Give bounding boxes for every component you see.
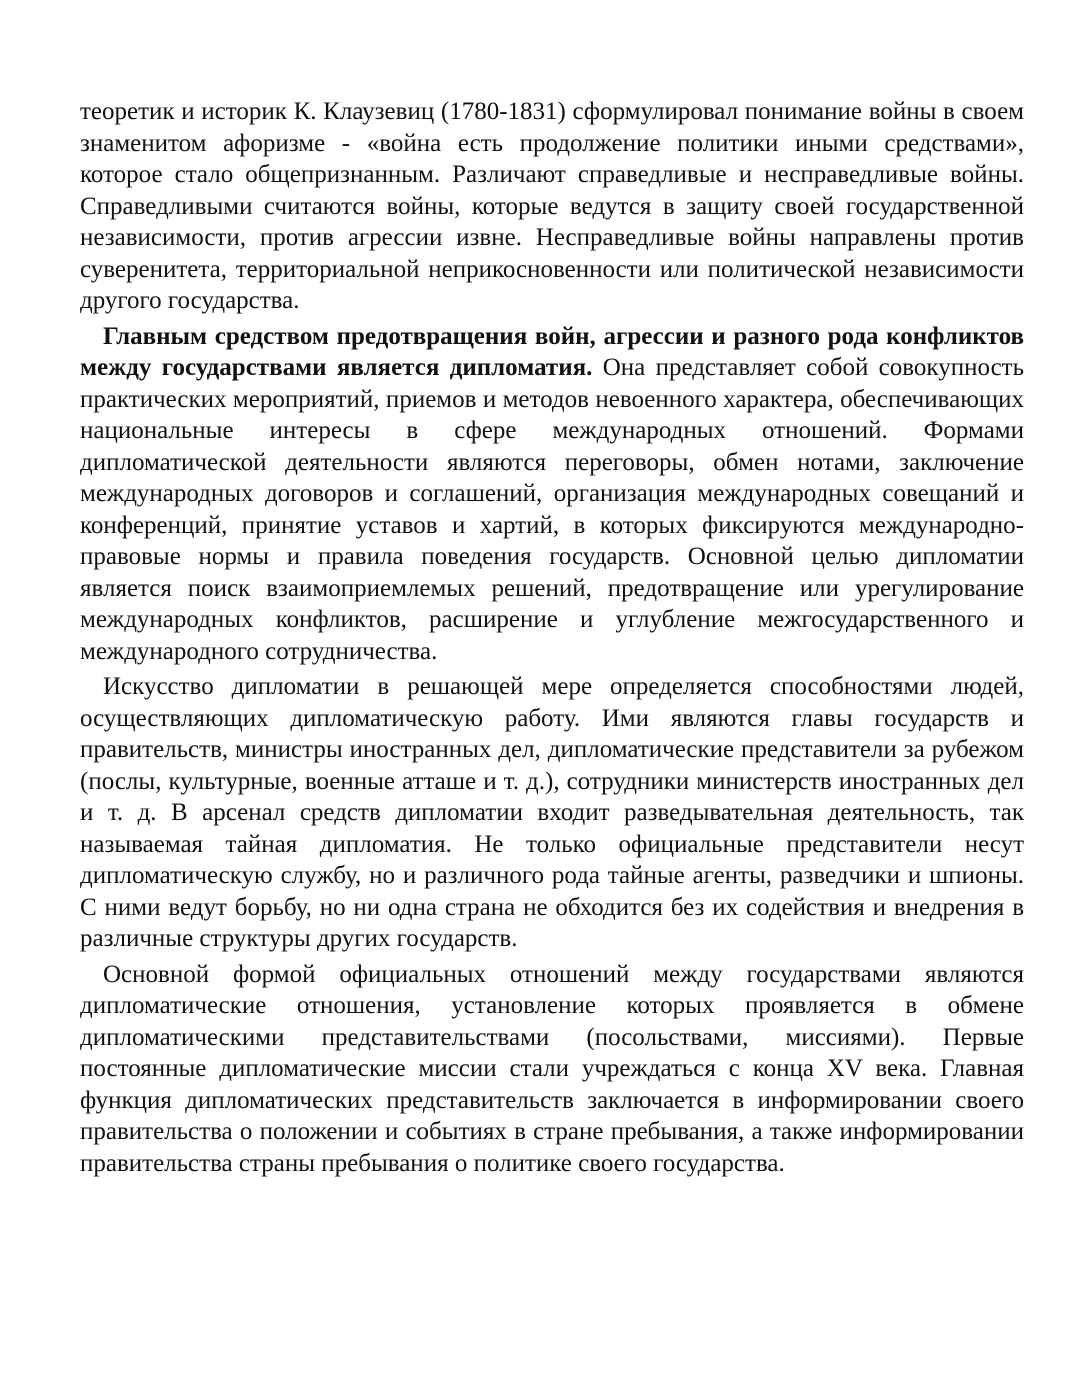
paragraph-2	[80, 321, 1024, 668]
paragraph-text: Основной формой официальных отношений между государствами являются дипломатические отношения, установление которых проявляется в обмене дипломатическими представительствами (посольствами, миссиями). Первые постоянные дипломатические миссии стали учреждаться с конца XV века. Главная функция дипломатических представительств заключается в информировании своего правительства о положении и событиях в стране пребывания, а также информировании правительства страны пребывания о политике своего государства.	[80, 960, 1024, 1177]
paragraph-text: Искусство дипломатии в решающей мере определяется способностями людей, осуществляющих дипломатическую работу. Ими являются главы государств и правительств, министры иностранных дел, дипломатические представители за рубежом (послы, культурные, военные атташе и т. д.), сотрудники министерств иностранных дел и т. д. В арсенал средств дипломатии входит разведывательная деятельность, так называемая тайная дипломатия. Не только официальные представители несут дипломатическую службу, но и различного рода тайные агенты, разведчики и шпионы. С ними ведут борьбу, но ни одна страна не обходится без их содействия и внедрения в различные структуры других государств.	[80, 673, 1024, 952]
paragraph-text: Она представляет собой совокупность практических мероприятий, приемов и методов невоенного характера, обеспечивающих национальные интересы в сфере международных отношений. Формами дипломатической деятельности являются переговоры, обмен нотами, заключение международных договоров и соглашений, организация международных совещаний и конференций, принятие уставов и хартий, в которых фиксируются международно-правовые нормы и правила поведения государств. Основной целью дипломатии является поиск взаимоприемлемых решений, предотвращение или урегулирование международных конфликтов, расширение и углубление межгосударственного и международного сотрудничества.	[80, 354, 1024, 665]
paragraph-3	[80, 671, 1024, 955]
paragraph-1	[80, 96, 1024, 317]
paragraph-text: теоретик и историк К. Клаузевиц (1780-1831) сформулировал понимание войны в своем знаменитом афоризме - «война есть продолжение политики иными средствами», которое стало общепризнанным. Различают справедливые и несправедливые войны. Справедливыми считаются войны, которые ведутся в защиту своей государственной независимости, против агрессии извне. Несправедливые войны направлены против суверенитета, территориальной неприкосновенности или политической независимости другого государства.	[80, 98, 1024, 314]
paragraph-4	[80, 959, 1024, 1180]
document-page	[80, 96, 1024, 1183]
paragraph-bold-lead: Главным средством предотвращения войн, агрессии и разного рода конфликтов между государствами является дипломатия.	[80, 322, 1024, 381]
